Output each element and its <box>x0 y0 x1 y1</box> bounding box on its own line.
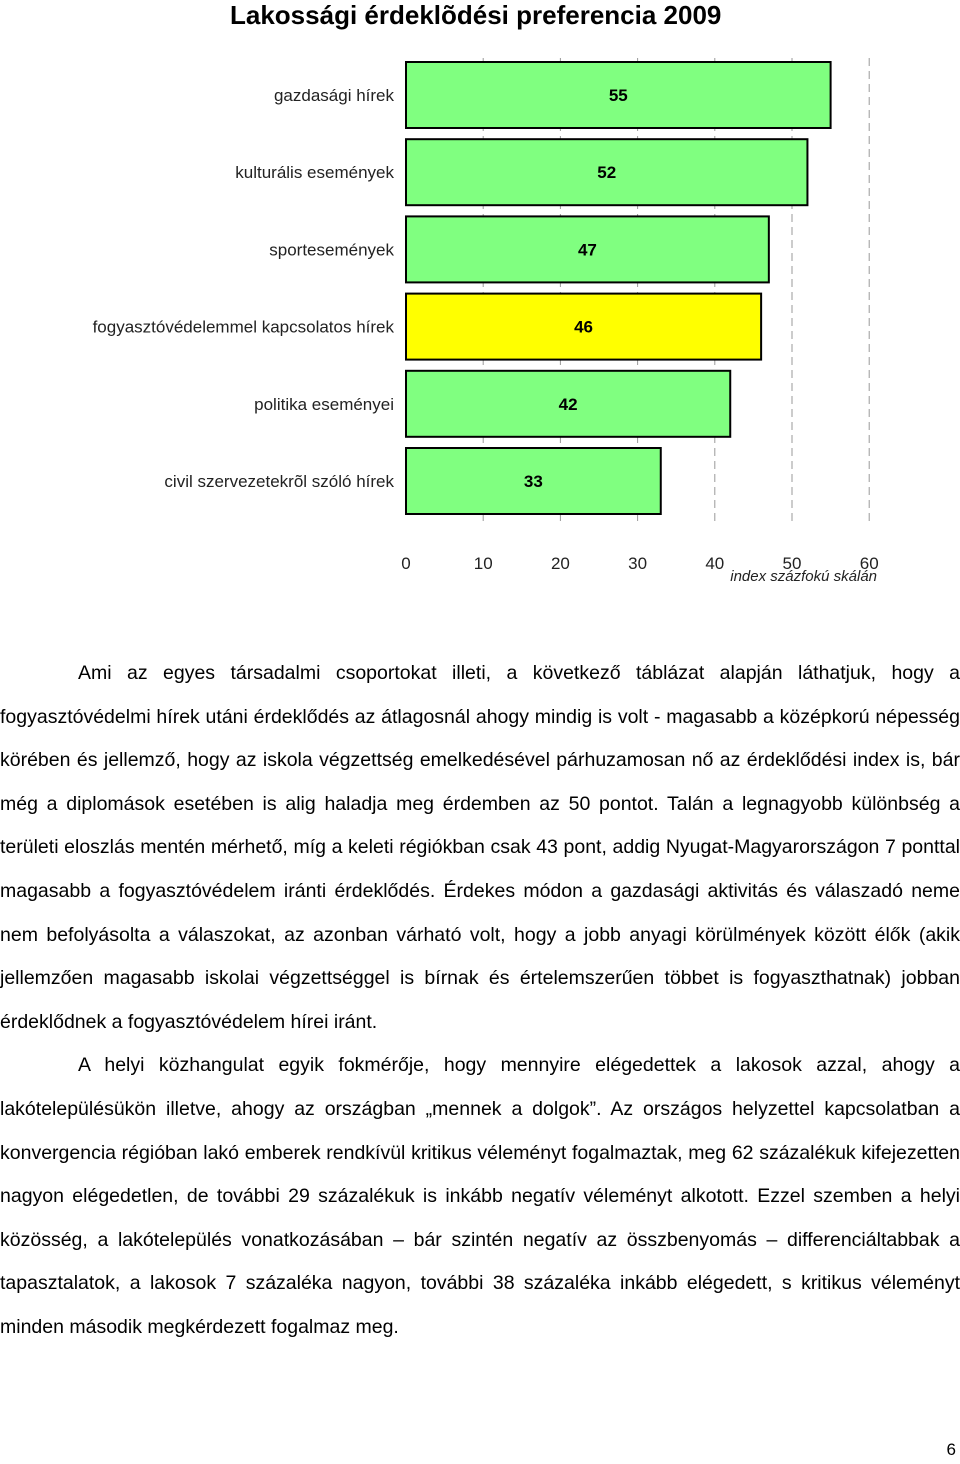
paragraph-1: Ami az egyes társadalmi csoportokat illeti, a következő táblázat alapján láthatjuk, hogy a fogyasztóvédelmi hírek utáni érdeklődés az átlagosnál ahogy mindig is volt - magasabb a középkorú népesség körében és jellemző, hogy az iskola végzettség emelkedésével párhuzamosan nő az érdeklődési index is, bár még a diplomások esetében is alig haladja meg érdemben az 50 pontot. Talán a legnagyobb különbség a területi eloszlás mentén mérhető, míg a keleti régiókban csak 43 pont, addig Nyugat-Magyarországon 7 ponttal magasabb a fogyasztóvédelem iránti érdeklődés. Érdekes módon a gazdasági aktivitás és válaszadó neme nem befolyásolta a válaszokat, az azonban várható volt, hogy a jobb anyagi körülmények között élők (akik jellemzően magasabb iskolai végzettséggel is bírnak és értelemszerűen többet is fogyaszthatnak) jobban érdeklődnek a fogyasztóvédelem hírei iránt. <box>0 662 960 1033</box>
body-text <box>0 652 960 1350</box>
value-label: 52 <box>597 163 617 183</box>
category-label: fogyasztóvédelemmel kapcsolatos hírek <box>92 317 394 337</box>
x-tick-label: 10 <box>473 554 493 574</box>
value-label: 55 <box>608 86 628 105</box>
x-tick-label: 40 <box>705 554 725 574</box>
category-label: civil szervezetekrõl szóló hírek <box>164 472 394 491</box>
value-label: 47 <box>577 240 597 260</box>
chart-title: Lakossági érdeklõdési preferencia 2009 <box>230 0 722 30</box>
category-label: kulturális események <box>235 163 394 183</box>
x-tick-label: 20 <box>550 554 570 574</box>
x-tick-label: 50 <box>782 554 802 574</box>
category-labels <box>93 86 395 491</box>
value-label: 42 <box>558 394 578 414</box>
x-tick-label: 30 <box>628 554 648 574</box>
value-label: 46 <box>574 317 594 337</box>
page-number: 6 <box>946 1440 956 1459</box>
x-tick-label: 60 <box>859 554 879 574</box>
category-label: sportesemények <box>269 240 394 260</box>
bars <box>406 62 831 514</box>
x-tick-label: 0 <box>401 554 411 574</box>
x-axis-title: index százfokú skálán <box>730 568 877 585</box>
value-label: 33 <box>523 472 543 491</box>
category-label: gazdasági hírek <box>273 86 394 105</box>
bar-chart <box>0 40 960 600</box>
paragraph-2: A helyi közhangulat egyik fokmérője, hogy mennyire elégedettek a lakosok azzal, ahogy a lakótelepülésükön illetve, ahogy az országban „mennek a dolgok”. Az országos helyzettel kapcsolatban a konvergencia régióban lakó emberek rendkívül kritikus véleményt fogalmaztak, meg 62 százalékuk kifejezetten nagyon elégedetlen, de további 29 százalékuk is inkább negatív véleményt alkotott. Ezzel szemben a helyi közösség, a lakótelepülés vonatkozásában – bár szintén negatív az összbenyomás – differenciáltabbak a tapasztalatok, a lakosok 7 százaléka nagyon, további 38 százaléka inkább elégedett, s kritikus véleményt minden második megkérdezett fogalmaz meg. <box>0 1054 960 1338</box>
category-label: politika eseményei <box>254 394 394 414</box>
